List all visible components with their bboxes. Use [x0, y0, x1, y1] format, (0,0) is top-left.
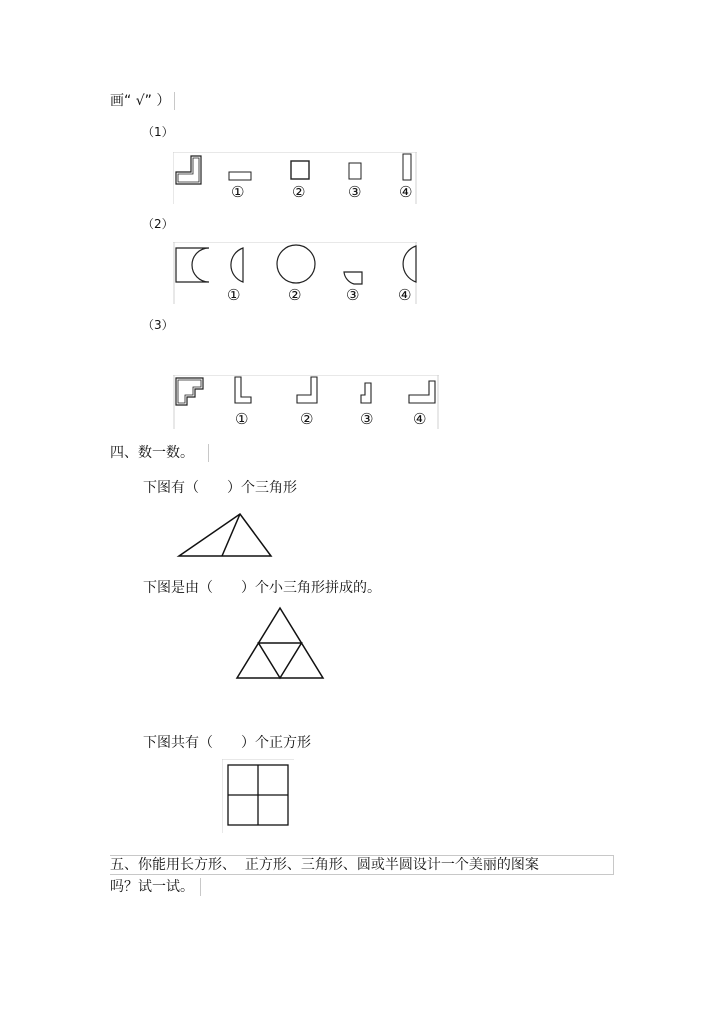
question-3-label: （3）	[142, 318, 174, 332]
section-5-line-2: 吗？试一试。	[110, 878, 201, 896]
option-1-shape	[235, 377, 251, 403]
option-3-mark[interactable]: ③	[348, 183, 362, 201]
option-4-shape	[409, 381, 435, 403]
question-2-figure	[173, 242, 417, 304]
option-1-mark[interactable]: ①	[231, 183, 245, 201]
option-4-shape	[403, 154, 411, 180]
section-4-item-2: 下图是由（ ）个小三角形拼成的。	[143, 580, 381, 596]
triangle-figure-1	[176, 512, 274, 558]
option-4-shape	[403, 246, 416, 282]
option-4-mark[interactable]: ④	[399, 183, 413, 201]
option-1-shape	[229, 172, 251, 180]
option-2-mark[interactable]: ②	[288, 286, 302, 304]
option-3-mark[interactable]: ③	[360, 410, 374, 428]
option-3-shape	[344, 272, 362, 284]
option-4-mark[interactable]: ④	[398, 286, 412, 304]
option-2-mark[interactable]: ②	[300, 410, 314, 428]
section-4-title: 四、数一数。	[110, 444, 209, 462]
section-5-line-1: 五、你能用长方形、 正方形、三角形、圆或半圆设计一个美丽的图案	[110, 855, 614, 875]
question-1-label: （1）	[142, 125, 174, 139]
question-3-figure	[173, 375, 439, 429]
option-2-shape	[297, 377, 317, 403]
reference-cut-square	[176, 248, 209, 282]
option-2-shape	[291, 161, 309, 179]
reference-step-shape	[176, 378, 203, 405]
reference-l-shape	[176, 156, 201, 184]
square-grid-figure	[222, 759, 294, 833]
section-4-item-1: 下图有（ ）个三角形	[143, 480, 297, 496]
option-1-mark[interactable]: ①	[235, 410, 249, 428]
question-1-figure	[173, 152, 417, 204]
instruction-header: 画“ √” ）	[110, 92, 175, 110]
option-4-mark[interactable]: ④	[413, 410, 427, 428]
question-2-label: （2）	[142, 217, 174, 231]
section-4-item-3: 下图共有（ ）个正方形	[143, 735, 311, 751]
option-3-mark[interactable]: ③	[346, 286, 360, 304]
option-3-shape	[349, 163, 361, 179]
option-3-shape	[361, 383, 371, 403]
option-1-shape	[231, 248, 243, 282]
option-2-mark[interactable]: ②	[292, 183, 306, 201]
triangle-figure-2	[235, 606, 327, 680]
option-2-shape	[277, 245, 315, 283]
option-1-mark[interactable]: ①	[227, 286, 241, 304]
